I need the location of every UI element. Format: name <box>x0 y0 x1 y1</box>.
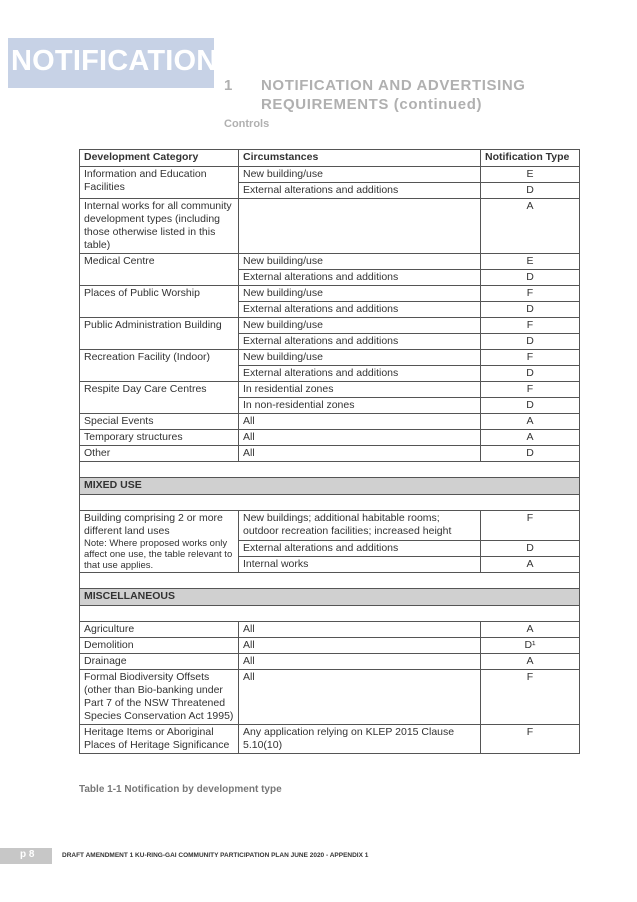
type-cell: D <box>481 366 580 382</box>
table-row <box>80 446 580 462</box>
circumstance-cell: New building/use <box>239 167 481 183</box>
circumstance-cell: External alterations and additions <box>239 302 481 318</box>
category-cell: Demolition <box>80 638 239 654</box>
table-row <box>80 638 580 654</box>
type-cell: F <box>481 318 580 334</box>
circumstance-cell: All <box>239 638 481 654</box>
table-header-row <box>80 150 580 167</box>
circumstance-cell: External alterations and additions <box>239 270 481 286</box>
mixed-note: Note: Where proposed works only affect one use, the table relevant to that use applies. <box>84 538 233 571</box>
category-cell: Agriculture <box>80 622 239 638</box>
circumstance-cell: New building/use <box>239 254 481 270</box>
circumstance-cell: All <box>239 414 481 430</box>
type-cell: A <box>481 199 580 254</box>
header-category: Development Category <box>80 150 239 167</box>
category-cell: Information and Education Facilities <box>80 167 239 199</box>
table-row <box>80 725 580 754</box>
table-row <box>80 254 580 270</box>
type-cell: D <box>481 270 580 286</box>
table-row <box>80 511 580 541</box>
table-row <box>80 670 580 725</box>
section-row-mixed-use <box>80 478 580 495</box>
table-row <box>80 622 580 638</box>
type-cell: A <box>481 622 580 638</box>
spacer-row <box>80 606 580 622</box>
miscellaneous-heading: MISCELLANEOUS <box>80 589 580 606</box>
circumstance-cell: External alterations and additions <box>239 366 481 382</box>
section-title <box>261 76 526 114</box>
type-cell: F <box>481 725 580 754</box>
category-cell: Formal Biodiversity Offsets (other than Bio-banking under Part 7 of the NSW Threatened Species Conservation Act 1995) <box>80 670 239 725</box>
circumstance-cell: All <box>239 622 481 638</box>
type-cell: E <box>481 167 580 183</box>
circumstance-cell: External alterations and additions <box>239 334 481 350</box>
type-cell: A <box>481 414 580 430</box>
table-row <box>80 167 580 183</box>
circumstance-cell: New building/use <box>239 318 481 334</box>
mixed-use-heading: MIXED USE <box>80 478 580 495</box>
type-cell: F <box>481 670 580 725</box>
circumstance-cell: New building/use <box>239 286 481 302</box>
table-row <box>80 199 580 254</box>
circumstance-cell: All <box>239 654 481 670</box>
table-row <box>80 430 580 446</box>
type-cell: D <box>481 334 580 350</box>
circumstance-cell: All <box>239 430 481 446</box>
circumstance-cell: In residential zones <box>239 382 481 398</box>
circumstance-cell: New building/use <box>239 350 481 366</box>
table-row <box>80 654 580 670</box>
circumstance-cell: External alterations and additions <box>239 183 481 199</box>
category-cell: Respite Day Care Centres <box>80 382 239 414</box>
spacer-row <box>80 573 580 589</box>
category-cell: Recreation Facility (Indoor) <box>80 350 239 382</box>
category-cell: Temporary structures <box>80 430 239 446</box>
type-cell: D¹ <box>481 638 580 654</box>
table-row <box>80 286 580 302</box>
table-row <box>80 350 580 366</box>
header-type: Notification Type <box>481 150 580 167</box>
type-cell: E <box>481 254 580 270</box>
subheading: Controls <box>224 118 270 130</box>
category-cell: Internal works for all community development types (including those otherwise listed in this table) <box>80 199 239 254</box>
circumstance-cell <box>239 199 481 254</box>
section-title-line-1: NOTIFICATION AND ADVERTISING <box>261 77 526 94</box>
circumstance-cell: External alterations and additions <box>239 540 481 556</box>
mixed-category-label: Building comprising 2 or more different land uses <box>84 512 223 537</box>
category-cell: Special Events <box>80 414 239 430</box>
table-caption: Table 1-1 Notification by development type <box>79 784 282 795</box>
circumstance-cell: New buildings; additional habitable rooms; outdoor recreation facilities; increased height <box>239 511 481 541</box>
type-cell: F <box>481 511 580 541</box>
category-cell: Other <box>80 446 239 462</box>
section-number: 1 <box>224 77 233 94</box>
type-cell: D <box>481 183 580 199</box>
category-cell: Heritage Items or Aboriginal Places of Heritage Significance <box>80 725 239 754</box>
type-cell: D <box>481 302 580 318</box>
section-row-miscellaneous <box>80 589 580 606</box>
type-cell: D <box>481 446 580 462</box>
type-cell: F <box>481 286 580 302</box>
spacer-row <box>80 495 580 511</box>
type-cell: F <box>481 350 580 366</box>
spacer-row <box>80 462 580 478</box>
type-cell: A <box>481 654 580 670</box>
category-cell: Drainage <box>80 654 239 670</box>
section-title-line-2: REQUIREMENTS (continued) <box>261 96 483 113</box>
type-cell: A <box>481 557 580 573</box>
circumstance-cell: All <box>239 446 481 462</box>
banner-title: NOTIFICATIONS <box>11 45 237 77</box>
type-cell: A <box>481 430 580 446</box>
header-circumstances: Circumstances <box>239 150 481 167</box>
category-cell <box>80 511 239 573</box>
category-cell: Places of Public Worship <box>80 286 239 318</box>
table-row <box>80 414 580 430</box>
page-number: p 8 <box>20 849 35 860</box>
circumstance-cell: Any application relying on KLEP 2015 Clause 5.10(10) <box>239 725 481 754</box>
footer-text: DRAFT AMENDMENT 1 KU-RING-GAI COMMUNITY PARTICIPATION PLAN JUNE 2020 - APPENDIX 1 <box>62 852 369 859</box>
type-cell: D <box>481 540 580 556</box>
notification-table <box>79 149 580 754</box>
table-row <box>80 382 580 398</box>
circumstance-cell: In non-residential zones <box>239 398 481 414</box>
category-cell: Medical Centre <box>80 254 239 286</box>
table-row <box>80 318 580 334</box>
category-cell: Public Administration Building <box>80 318 239 350</box>
type-cell: F <box>481 382 580 398</box>
circumstance-cell: Internal works <box>239 557 481 573</box>
type-cell: D <box>481 398 580 414</box>
circumstance-cell: All <box>239 670 481 725</box>
